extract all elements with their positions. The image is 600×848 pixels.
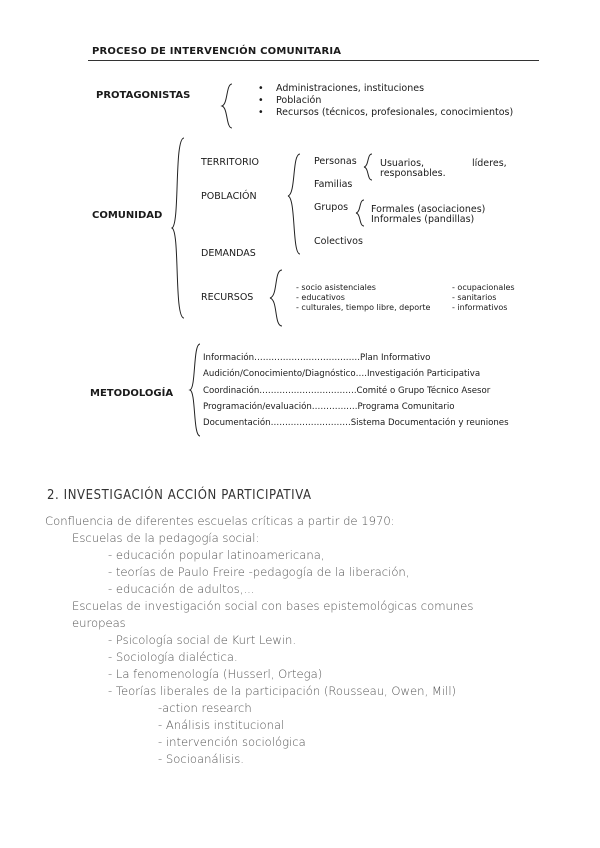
- liberal-item: - Socioanálisis.: [158, 752, 244, 766]
- metodologia-row: Documentación……………………….Sistema Documentación y reuniones: [203, 418, 509, 428]
- school-2-heading: Escuelas de investigación social con bases epistemológicas comunes: [72, 599, 474, 613]
- section-2-title: 2. INVESTIGACIÓN ACCIÓN PARTICIPATIVA: [47, 488, 312, 503]
- recursos-item: - ocupacionales: [452, 283, 515, 292]
- recursos-item: - culturales, tiempo libre, deporte: [296, 303, 431, 312]
- title-underline: [88, 60, 539, 61]
- page-title: PROCESO DE INTERVENCIÓN COMUNITARIA: [92, 46, 342, 57]
- comunidad-brace: [172, 138, 186, 318]
- protagonistas-brace: [222, 84, 236, 128]
- protagonistas-bullet-3: •: [258, 107, 264, 118]
- personas-detail: Usuarios,: [380, 158, 425, 169]
- recursos-item: - informativos: [452, 303, 508, 312]
- poblacion-brace: [288, 154, 302, 254]
- liberal-item: -action research: [158, 701, 252, 715]
- protagonistas-label: PROTAGONISTAS: [96, 90, 191, 101]
- metodologia-brace: [190, 344, 202, 436]
- recursos-item: - sanitarios: [452, 293, 497, 302]
- liberal-item: - Análisis institucional: [158, 718, 285, 732]
- school-2-item: - Psicología social de Kurt Lewin.: [108, 633, 297, 647]
- recursos-brace: [270, 270, 284, 326]
- school-2-heading-cont: europeas: [72, 616, 126, 630]
- metodologia-row: Audición/Conocimiento/Diagnóstico….Investigación Participativa: [203, 369, 481, 379]
- poblacion-label: POBLACIÓN: [201, 191, 257, 202]
- metodologia-label: METODOLOGÍA: [90, 388, 174, 399]
- grupos-informal: Informales (pandillas): [371, 214, 475, 225]
- metodologia-row: Información……………………………….Plan Informativo: [203, 353, 431, 363]
- demandas-label: DEMANDAS: [201, 248, 256, 259]
- familias-label: Familias: [314, 179, 353, 190]
- section-2-intro: Confluencia de diferentes escuelas críticas a partir de 1970:: [45, 514, 395, 528]
- school-2-item: - La fenomenología (Husserl, Ortega): [108, 667, 323, 681]
- school-1-item: - educación de adultos,...: [108, 582, 255, 596]
- territorio-label: TERRITORIO: [201, 157, 259, 168]
- school-1-item: - educación popular latinoamericana,: [108, 548, 325, 562]
- school-1-heading: Escuelas de la pedagogía social:: [72, 531, 260, 545]
- school-2-item: - Teorías liberales de la participación (Rousseau, Owen, Mill): [108, 684, 457, 698]
- metodologia-row: Programación/evaluación…………….Programa Comunitario: [203, 402, 455, 412]
- grupos-label: Grupos: [314, 202, 349, 213]
- protagonistas-item: Población: [276, 95, 322, 106]
- grupos-formal: Formales (asociaciones): [371, 204, 486, 215]
- metodologia-row: Coordinación…………………………….Comité o Grupo Técnico Asesor: [203, 386, 491, 396]
- liberal-item: - intervención sociológica: [158, 735, 306, 749]
- personas-label: Personas: [314, 156, 357, 167]
- protagonistas-item: Recursos (técnicos, profesionales, conocimientos): [276, 107, 514, 118]
- school-1-item: - teorías de Paulo Freire -pedagogía de la liberación,: [108, 565, 410, 579]
- protagonistas-bullet-1: •: [258, 83, 264, 94]
- personas-detail: líderes,: [472, 158, 507, 169]
- personas-detail: responsables.: [380, 168, 446, 179]
- grupos-brace: [356, 200, 366, 226]
- recursos-item: - socio asistenciales: [296, 283, 376, 292]
- personas-brace: [364, 154, 374, 180]
- colectivos-label: Colectivos: [314, 236, 363, 247]
- recursos-label: RECURSOS: [201, 292, 254, 303]
- recursos-item: - educativos: [296, 293, 345, 302]
- school-2-item: - Sociología dialéctica.: [108, 650, 238, 664]
- protagonistas-bullet-2: •: [258, 95, 264, 106]
- protagonistas-item: Administraciones, instituciones: [276, 83, 425, 94]
- comunidad-label: COMUNIDAD: [92, 210, 163, 221]
